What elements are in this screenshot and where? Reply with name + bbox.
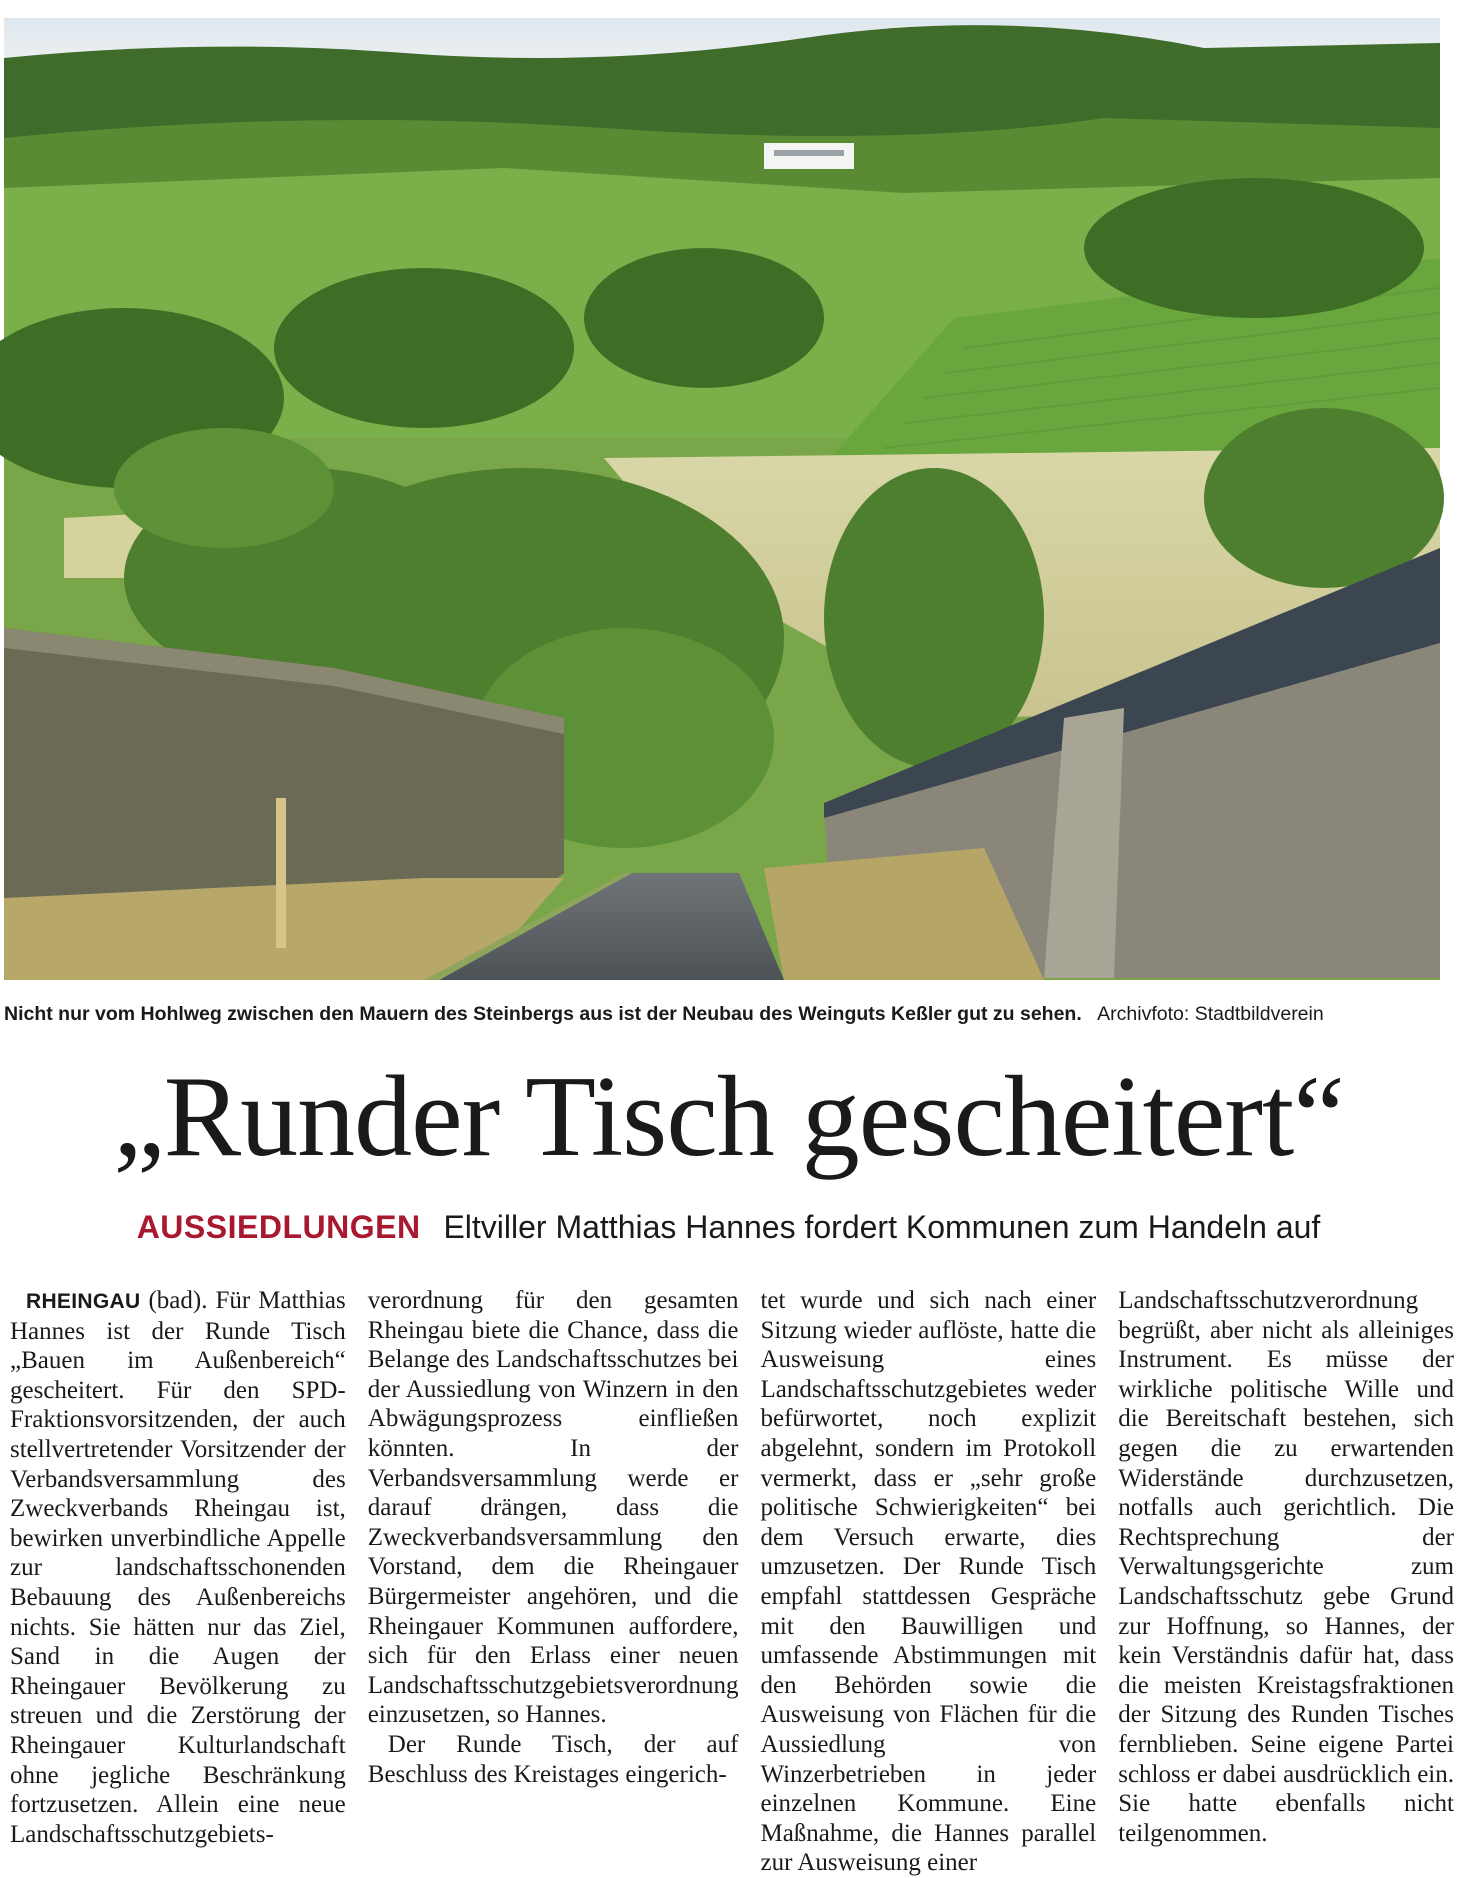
paragraph: verordnung für den gesamten Rheingau biete die Chance, dass die Belange des Landschaftsschutzes bei der Aussiedlung von Winzern in den Abwägungsprozess einfließen könnten. In der Verbandsversammlung werde er darauf drängen, dass die Zweckverbandsversammlung den Vorstand, dem die Rheingauer Bürgermeister angehören, und die Rheingauer Kommunen auffordere, sich für den Erlass einer neuen Landschaftsschutzgebietsverordnung einzusetzen, so Hannes. bbox=[367, 1287, 739, 1729]
paragraph: tet wurde und sich nach einer Sitzung wieder auflöste, hatte die Ausweisung eines Landschaftsschutzgebietes weder befürwortet, noch explizit abgelehnt, sondern im Protokoll vermerkt, dass er „sehr große politische Schwierigkeiten“ bei dem Versuch erwarte, dies umzusetzen. Der Runde Tisch empfahl stattdessen Gespräche mit den Bauwilligen und umfassende Abstimmungen mit den Behörden sowie die Ausweisung von Flächen für die Aussiedlung von Winzerbetrieben in jeder einzelnen Kommune. Eine Maßnahme, die Hannes parallel zur Ausweisung einer bbox=[760, 1287, 1097, 1877]
article-column-2 bbox=[368, 1286, 739, 1826]
article-column-4 bbox=[1118, 1286, 1454, 1847]
paragraph: (bad). Für Matthias Hannes ist der Runde Tisch „Bauen im Außenbereich“ gescheitert. Für den SPD-Fraktionsvorsitzenden, der auch stellvertretender Vorsitzender der Verbandsversammlung des Zweckverbands Rheingau ist, bewirken unverbindliche Appelle zur landschaftsschonenden Bebauung des Außenbereichs nichts. Sie hätten nur das Ziel, Sand in die Augen der Rheingauer Bevölkerung zu streuen und die Zerstörung der Rheingauer Kulturlandschaft ohne jegliche Beschränkung fortzusetzen. Allein eine neue Landschaftsschutzgebiets- bbox=[10, 1287, 346, 1848]
paragraph: Landschaftsschutzverordnung begrüßt, aber nicht als alleiniges Instrument. Es müsse der wirkliche politische Wille und die Bereitschaft bestehen, sich gegen die zu erwartenden Widerstände durchzusetzen, notfalls auch gerichtlich. Die Rechtsprechung der Verwaltungsgerichte zum Landschaftsschutz gebe Grund zur Hoffnung, so Hannes, der kein Verständnis dafür hat, dass die meisten Kreistagsfraktionen der Sitzung des Runden Tisches fernblieben. Seine eigene Partei schloss er dabei ausdrücklich ein. Sie hatte ebenfalls nicht teilgenommen. bbox=[1118, 1287, 1454, 1847]
subheadline-text: Eltviller Matthias Hannes fordert Kommunen zum Handeln auf bbox=[443, 1209, 1321, 1245]
paragraph: Der Runde Tisch, der auf Beschluss des Kreistages eingerich- bbox=[367, 1730, 739, 1788]
landscape-illustration bbox=[4, 18, 1440, 980]
photo-credit: Archivfoto: Stadtbildverein bbox=[1097, 1003, 1324, 1025]
dateline: RHEINGAU bbox=[26, 1290, 141, 1313]
article-column-3 bbox=[760, 1286, 1097, 1877]
article-column-1 bbox=[10, 1286, 346, 1848]
headline: „Runder Tisch gescheitert“ bbox=[113, 1053, 1344, 1181]
article-body bbox=[10, 1286, 1454, 1877]
photo-caption bbox=[4, 994, 1454, 1034]
article-photo bbox=[4, 18, 1440, 980]
kicker-label: AUSSIEDLUNGEN bbox=[136, 1209, 421, 1245]
caption-text: Nicht nur vom Hohlweg zwischen den Mauern des Steinbergs aus ist der Neubau des Weinguts Keßler gut zu sehen. bbox=[4, 1003, 1082, 1025]
subheadline bbox=[0, 1202, 1457, 1252]
